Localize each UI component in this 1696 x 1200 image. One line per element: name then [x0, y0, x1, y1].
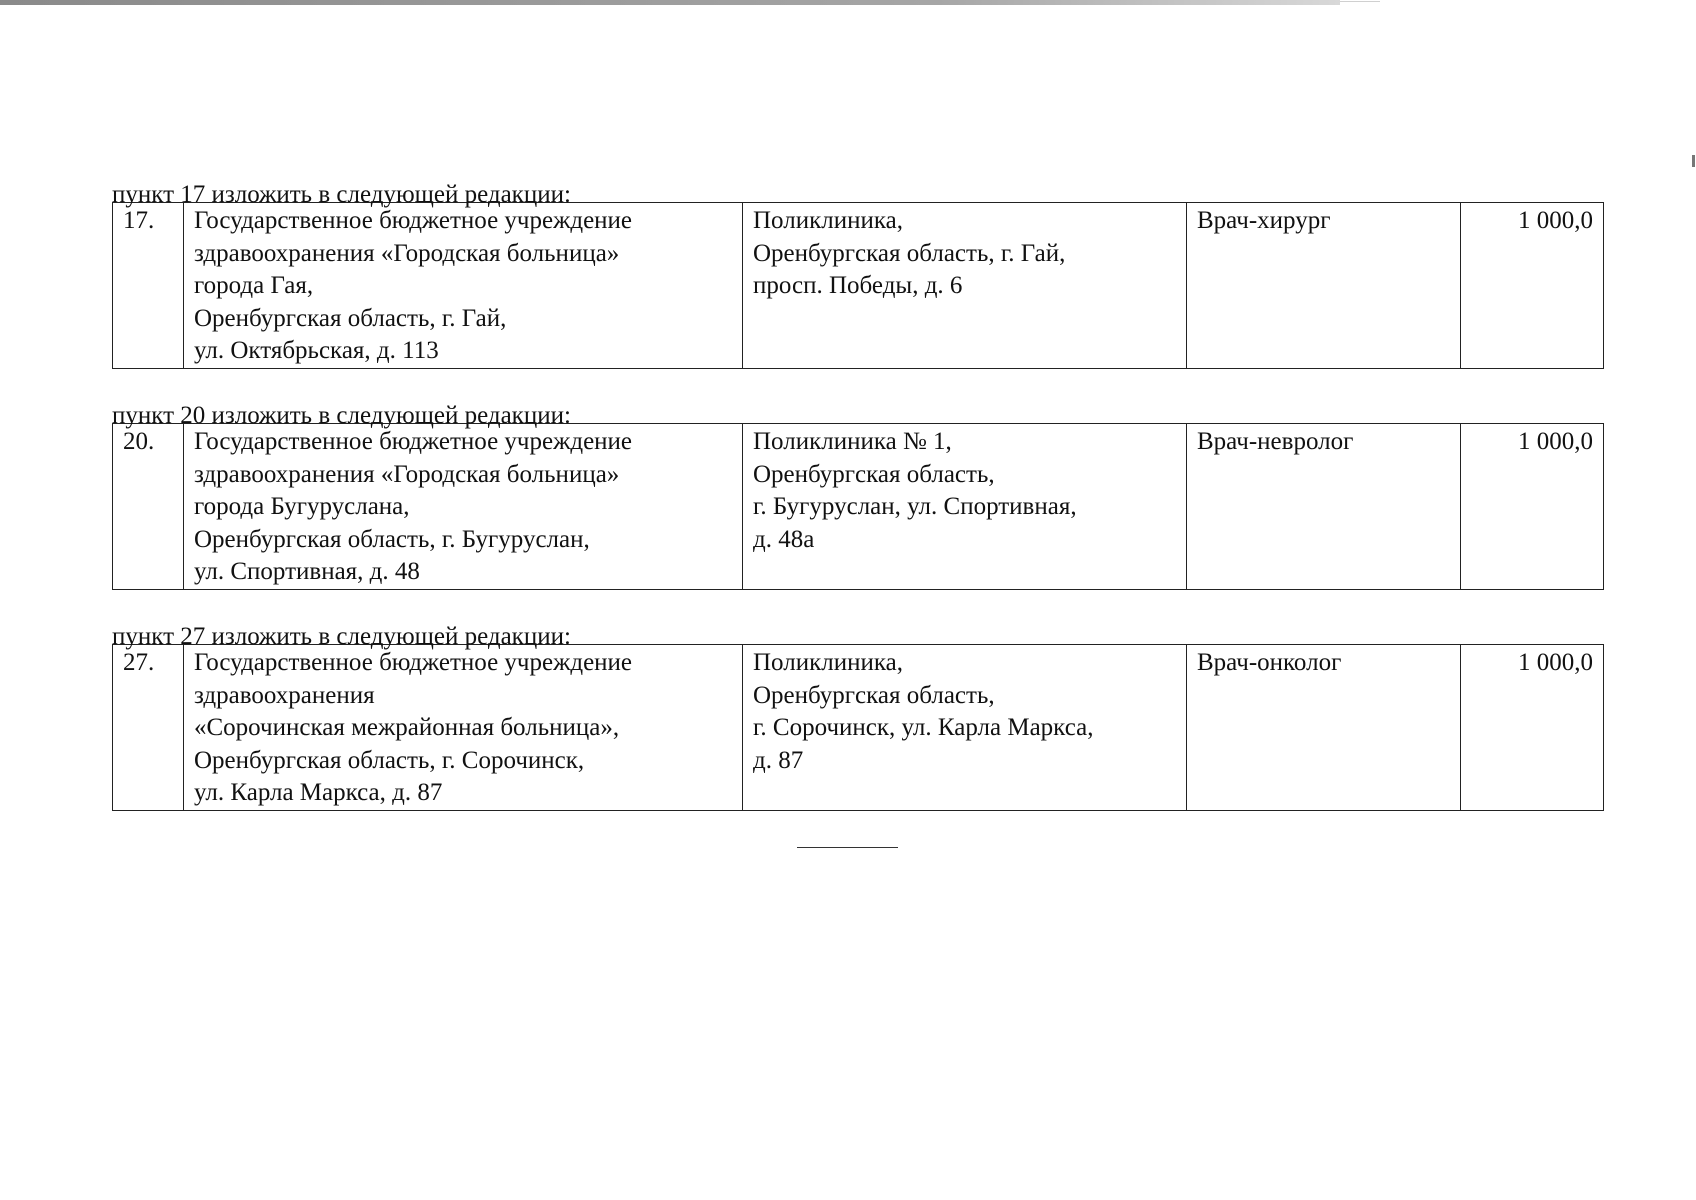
scan-edge-top — [0, 0, 1340, 5]
organization-line: здравоохранения «Городская больница» — [194, 239, 620, 267]
amendment-block-20 — [112, 401, 1604, 590]
address-line: Поликлиника, — [753, 649, 903, 676]
table-row — [113, 424, 1604, 590]
organization-line: Оренбургская область, г. Сорочинск, — [194, 746, 585, 774]
organization-line: здравоохранения «Городская больница» — [194, 460, 620, 488]
address-line: д. 87 — [753, 746, 804, 774]
specialty-cell: Врач-онколог — [1187, 645, 1461, 811]
amount-cell: 1 000,0 — [1461, 424, 1604, 590]
organization-line: ул. Карла Маркса, д. 87 — [194, 779, 443, 806]
specialty-cell: Врач-хирург — [1187, 203, 1461, 369]
amount-cell: 1 000,0 — [1461, 203, 1604, 369]
amendment-table — [112, 644, 1604, 811]
organization-line: Государственное бюджетное учреждение — [194, 649, 633, 676]
organization-line: здравоохранения — [194, 681, 375, 709]
specialty-cell: Врач-невролог — [1187, 424, 1461, 590]
organization-line: ул. Октябрьская, д. 113 — [194, 337, 439, 364]
address-line: д. 48а — [753, 525, 815, 553]
table-row — [113, 645, 1604, 811]
address-line: Поликлиника № 1, — [753, 428, 952, 455]
organization-cell — [184, 203, 743, 369]
address-cell — [743, 645, 1187, 811]
organization-line: города Гая, — [194, 272, 314, 299]
amendment-heading: пункт 27 изложить в следующей редакции: — [112, 623, 571, 650]
document-end-line — [797, 847, 898, 848]
address-line: Оренбургская область, — [753, 460, 995, 488]
address-cell — [743, 203, 1187, 369]
organization-line: Оренбургская область, г. Бугуруслан, — [194, 525, 590, 553]
address-line: Оренбургская область, г. Гай, — [753, 239, 1066, 267]
organization-line: ул. Спортивная, д. 48 — [194, 558, 420, 585]
organization-line: Государственное бюджетное учреждение — [194, 428, 633, 455]
amendment-heading: пункт 17 изложить в следующей редакции: — [112, 181, 571, 208]
amendment-heading: пункт 20 изложить в следующей редакции: — [112, 402, 571, 429]
organization-line: города Бугуруслана, — [194, 493, 410, 520]
amendment-table — [112, 423, 1604, 590]
scan-edge-top-thin — [1340, 1, 1380, 2]
organization-line: Государственное бюджетное учреждение — [194, 207, 633, 234]
address-line: Оренбургская область, — [753, 681, 995, 709]
item-number-cell: 27. — [113, 645, 184, 811]
item-number-cell: 17. — [113, 203, 184, 369]
organization-cell — [184, 424, 743, 590]
amendment-block-17 — [112, 180, 1604, 369]
address-line: г. Сорочинск, ул. Карла Маркса, — [753, 714, 1094, 741]
amendment-block-27 — [112, 622, 1604, 811]
organization-line: Оренбургская область, г. Гай, — [194, 304, 507, 332]
table-row — [113, 203, 1604, 369]
scan-mark-right — [1692, 155, 1695, 167]
address-cell — [743, 424, 1187, 590]
address-line: г. Бугуруслан, ул. Спортивная, — [753, 493, 1077, 520]
item-number-cell: 20. — [113, 424, 184, 590]
amount-cell: 1 000,0 — [1461, 645, 1604, 811]
organization-line: «Сорочинская межрайонная больница», — [194, 714, 620, 741]
amendment-table — [112, 202, 1604, 369]
address-line: просп. Победы, д. 6 — [753, 272, 963, 299]
organization-cell — [184, 645, 743, 811]
address-line: Поликлиника, — [753, 207, 903, 234]
